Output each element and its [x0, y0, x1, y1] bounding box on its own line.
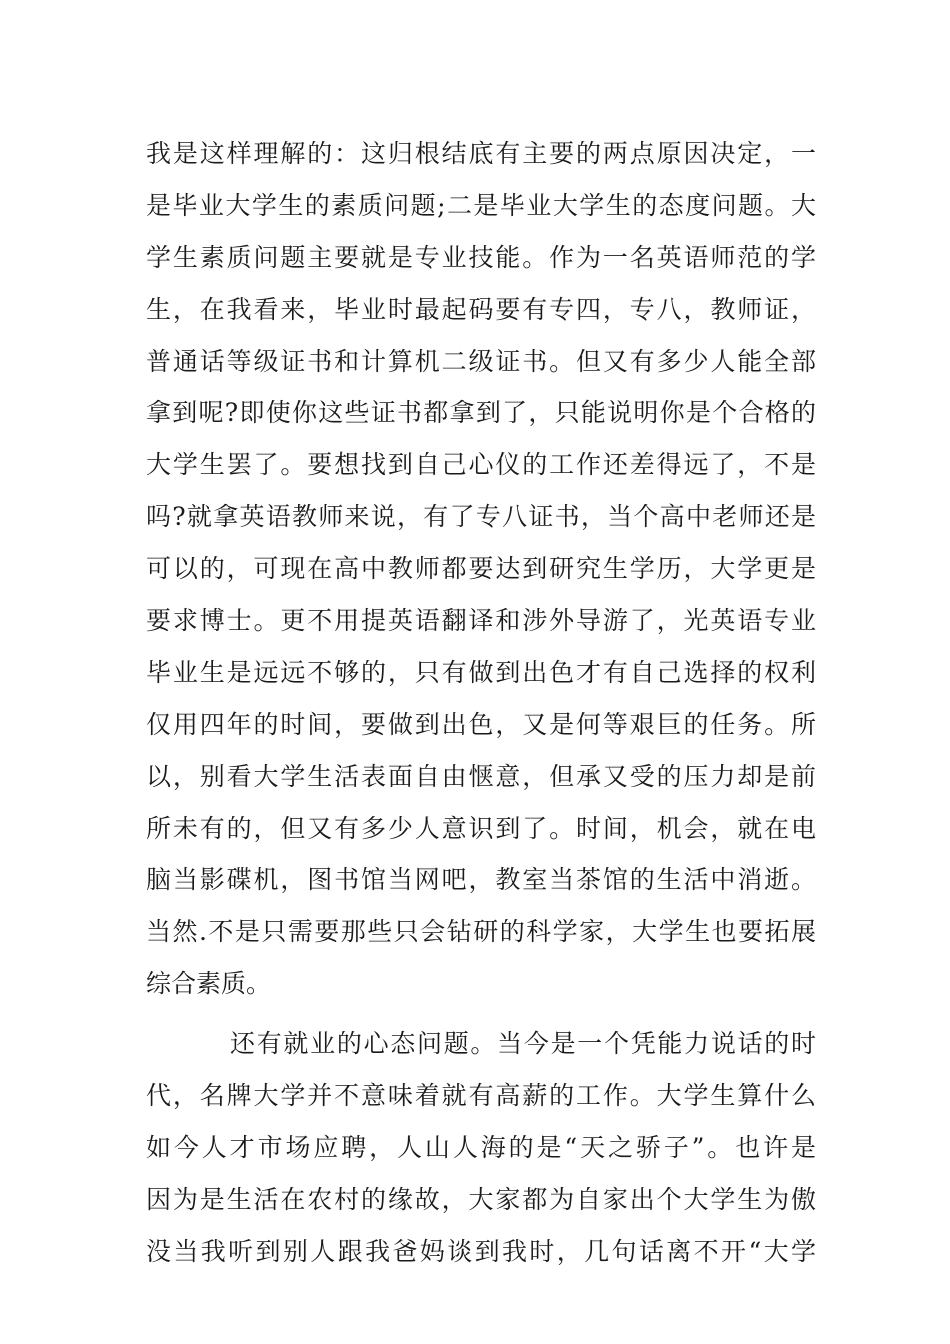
document-body — [146, 128, 816, 1278]
text-line: 如今人才市场应聘，人山人海的是“天之骄子”。也许是 — [146, 1132, 816, 1162]
paragraph-1 — [146, 128, 816, 1010]
text-line: 大学生罢了。要想找到自己心仪的工作还差得远了，不是 — [146, 450, 816, 480]
paragraph-2 — [146, 1018, 816, 1277]
text-line: 以，别看大学生活表面自由惬意，但承又受的压力却是前 — [146, 761, 816, 791]
text-line: 代，名牌大学并不意味着就有高薪的工作。大学生算什么 — [146, 1081, 816, 1111]
text-line: 生，在我看来，毕业时最起码要有专四，专八，教师证， — [146, 294, 816, 324]
text-line: 吗?就拿英语教师来说，有了专八证书，当个高中老师还是 — [146, 502, 816, 532]
text-line: 当然.不是只需要那些只会钻研的科学家，大学生也要拓展 — [146, 917, 816, 947]
text-line: 没当我听到别人跟我爸妈谈到我时，几句话离不开“大学 — [146, 1236, 816, 1266]
text-line: 拿到呢?即使你这些证书都拿到了，只能说明你是个合格的 — [146, 398, 816, 428]
paragraph-gap — [146, 1010, 816, 1018]
text-line: 脑当影碟机，图书馆当网吧，教室当茶馆的生活中消逝。 — [146, 865, 816, 895]
text-line: 还有就业的心态问题。当今是一个凭能力说话的时 — [230, 1029, 816, 1059]
text-line: 因为是生活在农村的缘故，大家都为自家出个大学生为傲 — [146, 1184, 816, 1214]
text-line: 综合素质。 — [146, 969, 272, 999]
text-line: 是毕业大学生的素质问题;二是毕业大学生的态度问题。大 — [146, 190, 816, 220]
text-line: 所未有的，但又有多少人意识到了。时间，机会，就在电 — [146, 813, 816, 843]
text-line: 普通话等级证书和计算机二级证书。但又有多少人能全部 — [146, 346, 816, 376]
text-line: 要求博士。更不用提英语翻译和涉外导游了，光英语专业 — [146, 606, 816, 636]
text-line: 可以的，可现在高中教师都要达到研究生学历，大学更是 — [146, 554, 816, 584]
text-line: 仅用四年的时间，要做到出色，又是何等艰巨的任务。所 — [146, 709, 816, 739]
text-line: 我是这样理解的：这归根结底有主要的两点原因决定，一 — [146, 139, 816, 168]
text-line: 毕业生是远远不够的，只有做到出色才有自己选择的权利 — [146, 657, 816, 687]
text-line: 学生素质问题主要就是专业技能。作为一名英语师范的学 — [146, 242, 816, 272]
